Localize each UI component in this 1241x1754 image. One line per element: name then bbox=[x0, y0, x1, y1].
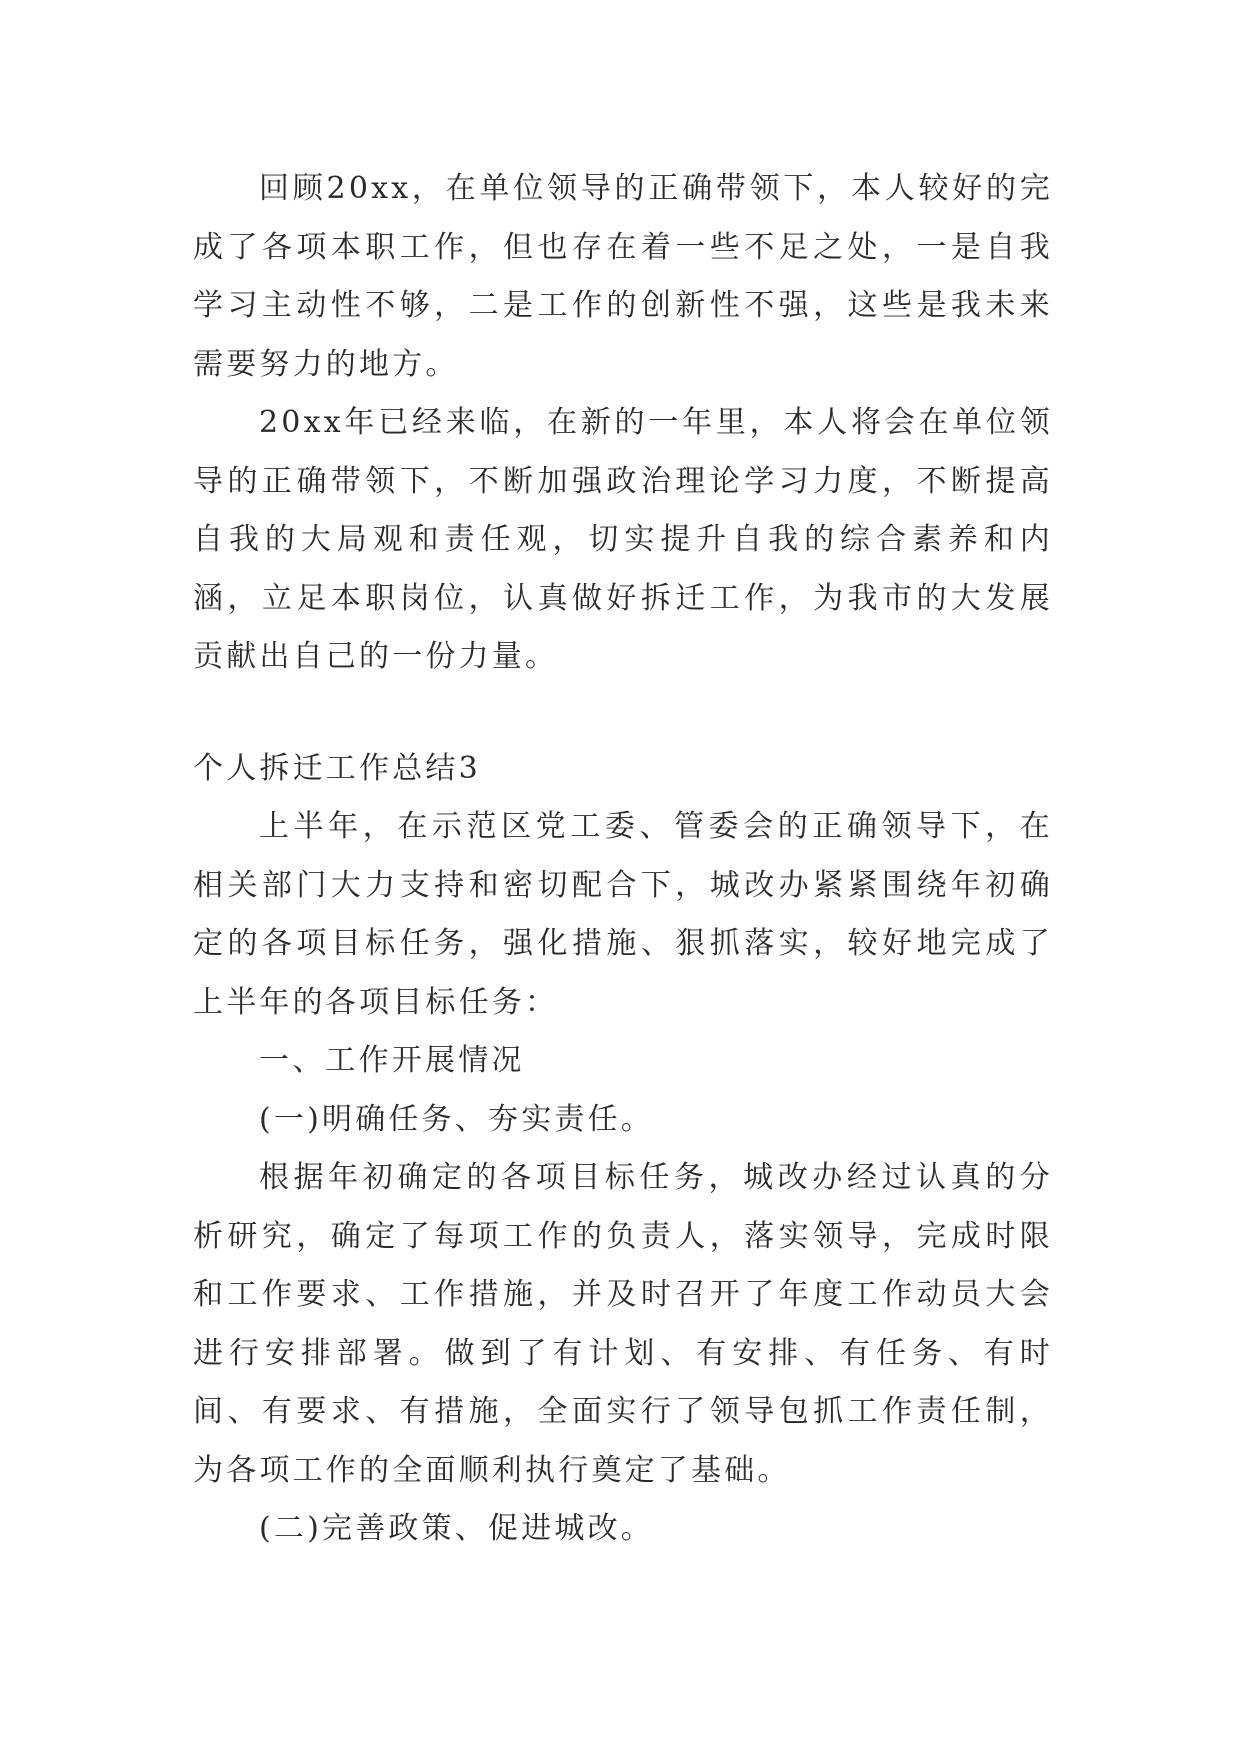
paragraph-tasks: 根据年初确定的各项目标任务，城改办经过认真的分析研究，确定了每项工作的负责人，落实领导，完成时限和工作要求、工作措施，并及时召开了年度工作动员大会进行安排部署。做到了有计划、有安排、有任务、有时间、有要求、有措施，全面实行了领导包抓工作责任制，为各项工作的全面顺利执行奠定了基础。 bbox=[193, 1160, 1053, 1488]
paragraph-intro: 上半年，在示范区党工委、管委会的正确领导下，在相关部门大力支持和密切配合下，城改办紧紧围绕年初确定的各项目标任务，强化措施、狠抓落实，较好地完成了上半年的各项目标任务： bbox=[193, 809, 1053, 1020]
subheading-work-status: 一、工作开展情况 bbox=[259, 1043, 525, 1078]
paragraph-plan: 20xx年已经来临，在新的一年里，本人将会在单位领导的正确带领下，不断加强政治理论学习力度，不断提高自我的大局观和责任观，切实提升自我的综合素养和内涵，立足本职岗位，认真做好拆迁工作，为我市的大发展贡献出自己的一份力量。 bbox=[193, 405, 1053, 674]
section-spacer bbox=[193, 687, 1053, 740]
section-title: 个人拆迁工作总结3 bbox=[193, 750, 481, 786]
paragraph-review: 回顾20xx，在单位领导的正确带领下，本人较好的完成了各项本职工作，但也存在着一些不足之处，一是自我学习主动性不够，二是工作的创新性不强，这些是我未来需要努力的地方。 bbox=[193, 171, 1053, 382]
document-body bbox=[193, 160, 1053, 1559]
subheading-policy: (二)完善政策、促进城改。 bbox=[259, 1511, 655, 1546]
subheading-tasks: (一)明确任务、夯实责任。 bbox=[259, 1101, 655, 1137]
